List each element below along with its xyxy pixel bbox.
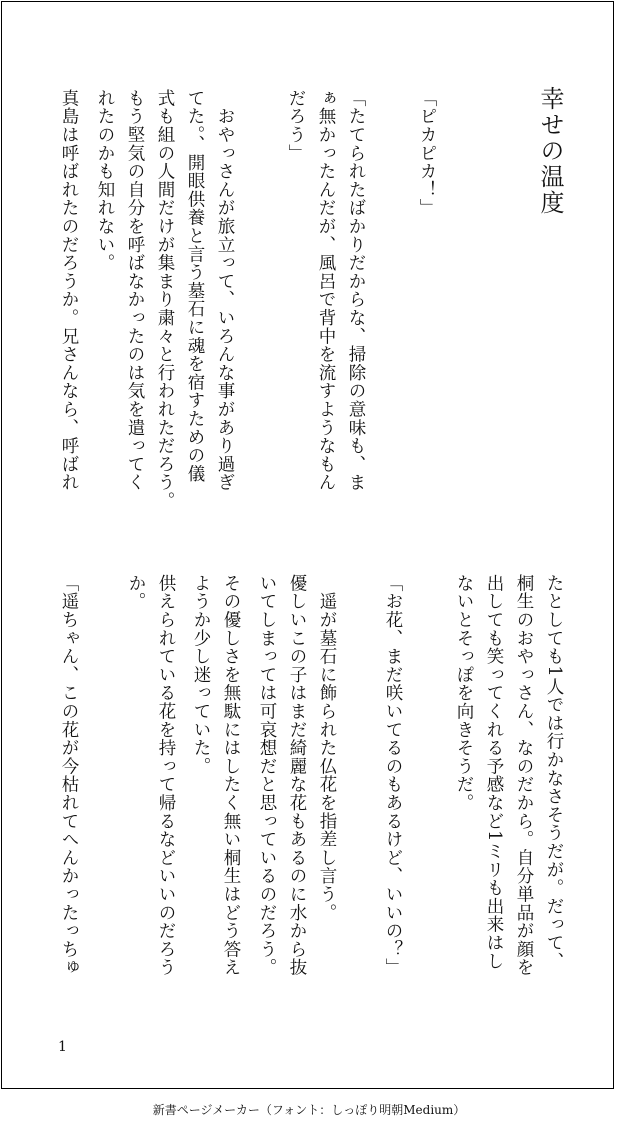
upper-line-10: 真島は呼ばれたのだろうか。兄さんなら、呼ばれ [59,89,79,492]
page-number: 1 [58,1039,67,1055]
lower-line-3: 出しても笑ってくれる予感など1ミリも出来はし [484,574,504,971]
lower-line-11: 供えられている花を持って帰るなどいいのだろう [156,574,176,977]
lower-line-2: 桐生のおやっさん、なのだから。自分単品が顔を [514,574,534,977]
upper-line-7: 式も組の人間だけが集まり粛々と行われただろう。 [155,89,175,510]
upper-line-3: ぁ無かったんだが、風呂で背中を流すようなもん [316,89,336,492]
lower-line-5: 「お花、まだ咲いてるのもあるけど、いいの？」 [383,574,403,977]
lower-line-1: たとしても1人では行かなさそうだが。だって、 [544,574,564,971]
lower-line-12: か。 [126,574,146,611]
upper-line-1: 「ピカピカ！」 [417,89,437,218]
upper-line-4: だろう」 [286,89,306,163]
upper-line-6: てた。、開眼供養と言う墓石に魂を宿すための儀 [185,89,205,483]
upper-line-8: もう堅気の自分を呼ばなかったのは気を遣ってく [125,89,145,492]
page-frame [1,1,614,1089]
story-title: 幸せの温度 [536,86,564,216]
footer-credit: 新書ページメーカー（フォント：しっぽり明朝Medium） [152,1103,466,1117]
upper-line-2: 「たてられたばかりだからな、掃除の意味も、ま [346,89,366,492]
lower-line-10: ようか少し迷っていた。 [191,574,211,776]
upper-line-5: おやっさんが旅立って、いろんな事があり過ぎ [215,89,235,492]
lower-line-4: ないとそっぽを向きそうだ。 [454,574,474,812]
upper-line-9: れたのかも知れない。 [95,89,115,272]
lower-line-8: いてしまっては可哀想だと思っているのだろう。 [257,574,277,977]
lower-line-13: 「遥ちゃん、この花が今枯れてへんかったっちゅ [59,574,79,977]
lower-line-7: 優しいこの子はまだ綺麗な花もあるのに水から抜 [287,574,307,977]
lower-line-9: その優しさを無駄にはしたく無い桐生はどう答え [221,574,241,977]
lower-line-6: 遥が墓石に飾られた仏花を指差し言う。 [317,574,337,922]
